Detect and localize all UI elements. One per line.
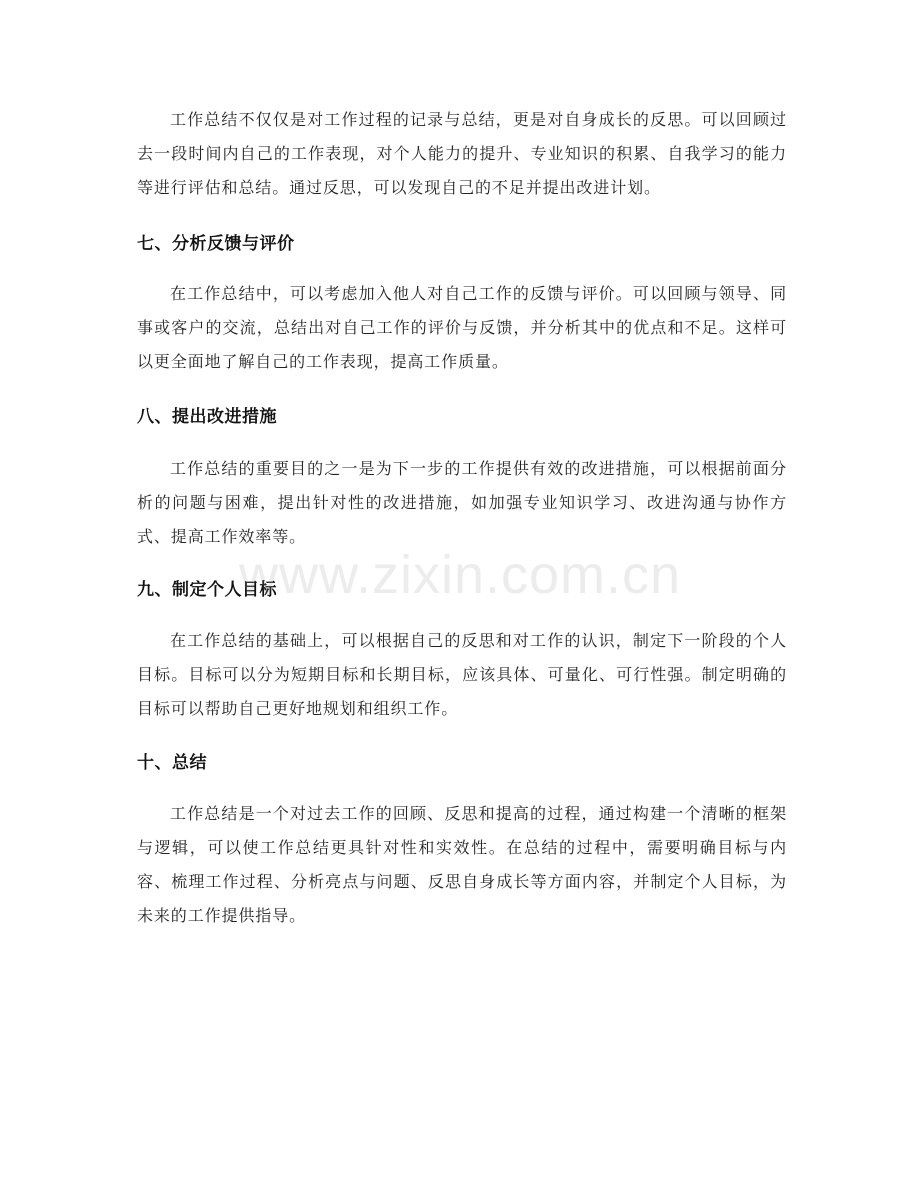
section-heading-10: 十、总结 [137,753,207,773]
section-heading-7: 七、分析反馈与评价 [137,234,295,254]
section-heading-9: 九、制定个人目标 [137,580,277,600]
section-paragraph-8: 工作总结的重要目的之一是为下一步的工作提供有效的改进措施，可以根据前面分析的问题与困难，提出针对性的改进措施，如加强专业知识学习、改进沟通与协作方式、提高工作效率等。 [137,459,787,546]
section-paragraph-7: 在工作总结中，可以考虑加入他人对自己工作的反馈与评价。可以回顾与领导、同事或客户的交流，总结出对自己工作的评价与反馈，并分析其中的优点和不足。这样可以更全面地了解自己的工作表现，提高工作质量。 [137,284,787,371]
watermark: www.zixin.com.cn [238,545,682,605]
section-paragraph-9: 在工作总结的基础上，可以根据自己的反思和对工作的认识，制定下一阶段的个人目标。目标可以分为短期目标和长期目标，应该具体、可量化、可行性强。制定明确的目标可以帮助自己更好地规划和组织工作。 [137,631,787,718]
section-paragraph-10: 工作总结是一个对过去工作的回顾、反思和提高的过程，通过构建一个清晰的框架与逻辑，可以使工作总结更具针对性和实效性。在总结的过程中，需要明确目标与内容、梳理工作过程、分析亮点与问题、反思自身成长等方面内容，并制定个人目标，为未来的工作提供指导。 [137,804,787,925]
section-heading-8: 八、提出改进措施 [137,407,277,427]
intro-paragraph: 工作总结不仅仅是对工作过程的记录与总结，更是对自身成长的反思。可以回顾过去一段时间内自己的工作表现，对个人能力的提升、专业知识的积累、自我学习的能力等进行评估和总结。通过反思，可以发现自己的不足并提出改进计划。 [137,110,787,197]
